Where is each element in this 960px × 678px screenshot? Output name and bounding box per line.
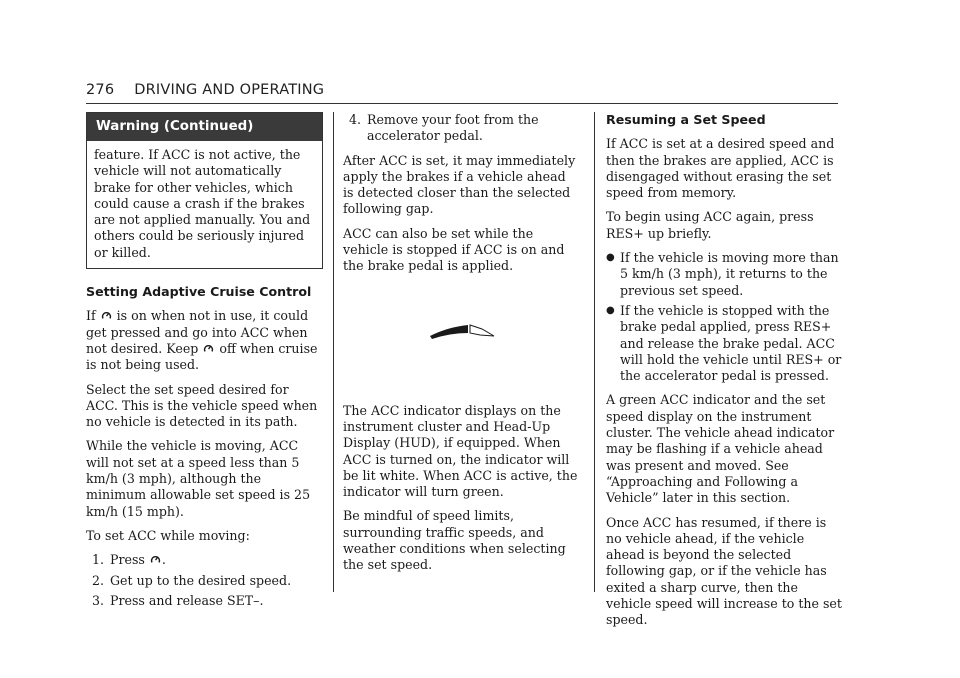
paragraph: Once ACC has resumed, if there is no vehicle ahead, if the vehicle ahead is beyond the selected following gap, or if the vehicle has exited a sharp curve, then the vehicle speed will increase to the set speed. [606, 514, 842, 628]
paragraph: Be mindful of speed limits, surrounding traffic speeds, and weather conditions when selecting the set speed. [343, 508, 566, 573]
paragraph: ACC can also be set while the vehicle is stopped if ACC is on and the brake pedal is applied. [343, 225, 565, 274]
list-item: 1. Press . [91, 552, 166, 568]
section-title: DRIVING AND OPERATING [134, 82, 325, 98]
list-item: 4. Remove your foot from the accelerator pedal. [348, 112, 539, 144]
cruise-control-icon [101, 310, 112, 321]
paragraph: After ACC is set, it may immediately apply the brakes if a vehicle ahead is detected closer than the selected following gap. [343, 152, 576, 217]
page-header [86, 82, 838, 98]
column-3 [606, 112, 843, 637]
section-heading: Resuming a Set Speed [606, 112, 766, 127]
warning-title: Warning (Continued) [87, 113, 322, 141]
column-divider [594, 112, 595, 592]
header-rule [86, 103, 838, 104]
acc-indicator-figure [343, 283, 580, 403]
column-2 [343, 112, 580, 582]
paragraph: A green ACC indicator and the set speed display on the instrument cluster. The vehicle ahead indicator may be flashing if a vehicle ahead was present and moved. See “Approaching and Following a Vehicle” later in this section. [606, 392, 835, 506]
column-divider [333, 112, 334, 592]
paragraph: To begin using ACC again, press RES+ up briefly. [606, 209, 814, 241]
acc-indicator-icon [428, 323, 498, 353]
paragraph: To set ACC while moving: [86, 527, 250, 543]
list-item: 3. Press and release SET–. [91, 592, 264, 608]
page-number: 276 [86, 82, 115, 98]
paragraph: The ACC indicator displays on the instrument cluster and Head-Up Display (HUD), if equipped. When ACC is turned on, the indicator will be lit white. When ACC is active, the indicator will turn green. [343, 402, 578, 500]
paragraph: If ACC is set at a desired speed and then the brakes are applied, ACC is disengaged without erasing the set speed from memory. [606, 136, 835, 201]
section-heading: Setting Adaptive Cruise Control [86, 284, 312, 300]
warning-body: feature. If ACC is not active, the vehicle will not automatically brake for other vehicles, which could cause a crash if the brakes are not applied manually. You and others could be seriously injured or killed. [94, 147, 311, 260]
list-item: ● If the vehicle is moving more than 5 km/h (3 mph), it returns to the previous set speed. [606, 250, 839, 298]
list-item: 2. Get up to the desired speed. [91, 572, 292, 588]
paragraph: While the vehicle is moving, ACC will not set at a speed less than 5 km/h (3 mph), although the minimum allowable set speed is 25 km/h (15 mph). [86, 438, 311, 519]
column-1 [86, 112, 323, 613]
list-item: ● If the vehicle is stopped with the brake pedal applied, press RES+ and release the brake pedal. ACC will hold the vehicle until RES+ or the accelerator pedal is pressed. [606, 302, 842, 384]
warning-box [86, 112, 323, 269]
paragraph: If is on when not in use, it could get pressed and go into ACC when not desired. Keep off when cruise is not being used. [86, 308, 318, 373]
cruise-control-icon [150, 554, 161, 565]
paragraph: Select the set speed desired for ACC. This is the vehicle speed when no vehicle is detected in its path. [86, 381, 318, 430]
cruise-control-icon [203, 343, 214, 354]
